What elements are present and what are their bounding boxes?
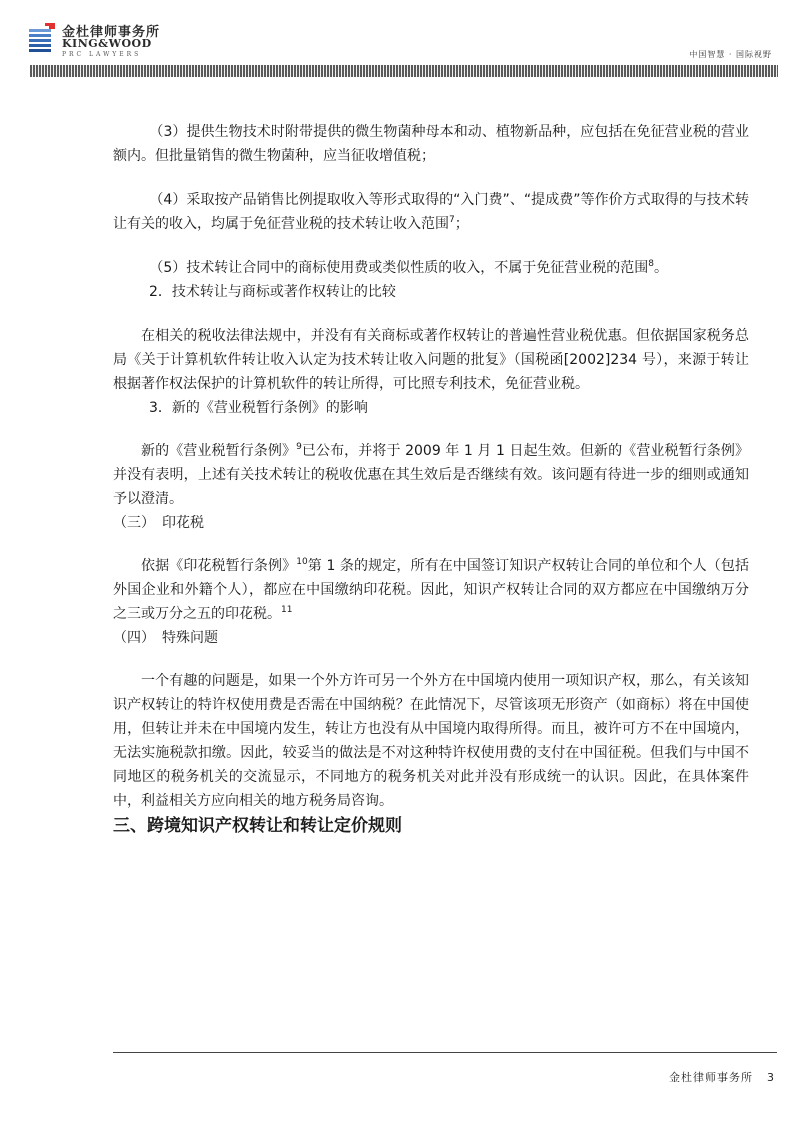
firm-logo (29, 20, 159, 60)
logo-mark-icon (29, 23, 57, 53)
paragraph-punct: ； (454, 216, 469, 232)
footer-divider (113, 1052, 777, 1053)
paragraph-item-3: （3）提供生物技术时附带提供的微生物菌种母本和动、植物新品种，应包括在免征营业税的营业额内。但批量销售的微生物菌种，应当征收增值税； (113, 124, 749, 164)
paragraph-text: 已公布，并将于 2009 年 1 月 1 日起生效。但新的《营业税暂行条例》并没有表明，上述有关技术转让的税收优惠在其生效后是否继续有效。该问题有待进一步的细则或通知予以澄清。 (113, 443, 749, 507)
paragraph-text: 第 1 条的规定，所有在中国签订知识产权转让合同的单位和个人（包括外国企业和外籍个人），都应在中国缴纳印花税。因此，知识产权转让合同的双方都应在中国缴纳万分之三或万分之五的印花税。 (113, 558, 750, 622)
subheading-stamp-tax: （三） 印花税 (113, 515, 204, 531)
paragraph-punct: 。 (654, 260, 669, 276)
paragraph-item-5 (113, 256, 749, 280)
page-number: 3 (767, 1071, 775, 1084)
footnote-ref-8[interactable]: 8 (648, 259, 655, 269)
paragraph-text: 依据《印花税暂行条例》 (141, 558, 297, 574)
paragraph-special-issues: 一个有趣的问题是，如果一个外方许可另一个外方在中国境内使用一项知识产权，那么，有关该知识产权转让的特许权使用费是否需在中国纳税？在此情况下，尽管该项无形资产（如商标）将在中国使用，但转让并未在中国境内发生，转让方也没有从中国境内取得所得。而且，被许可方不在中国境内，无法实施税款扣缴。因此，较妥当的做法是不对这种特许权使用费的支付在中国征税。但我们与中国不同地区的税务机关的交流显示，不同地方的税务机关对此并没有形成统一的认识。因此，在具体案件中，利益相关方应向相关的地方税务局咨询。 (113, 673, 749, 809)
document-body (113, 120, 749, 839)
logo-subtitle: PRC LAWYERS (62, 51, 142, 58)
paragraph-software-transfer: 在相关的税收法律法规中，并没有有关商标或著作权转让的普遍性营业税优惠。但依据国家税务总局《关于计算机软件转让收入认定为技术转让收入问题的批复》（国税函[2002]234 号），来源于转让根据著作权法保护的计算机软件的转让所得，可比照专利技术，免征营业税。 (113, 328, 749, 392)
subheading-3: 3．新的《营业税暂行条例》的影响 (149, 400, 368, 416)
paragraph-text: 新的《营业税暂行条例》 (141, 443, 297, 459)
paragraph-item-4 (113, 188, 749, 236)
subheading-special-issues: （四） 特殊问题 (113, 630, 218, 646)
paragraph-text: （4）采取按产品销售比例提取收入等形式取得的“入门费”、“提成费”等作价方式取得的与技术转让有关的收入，均属于免征营业税的技术转让收入范围 (113, 192, 749, 232)
paragraph-stamp-tax (113, 554, 749, 626)
footnote-ref-11[interactable]: 11 (281, 605, 293, 615)
header-divider-bar (30, 65, 778, 77)
footnote-ref-10[interactable]: 10 (296, 557, 308, 567)
footnote-ref-9[interactable]: 9 (296, 442, 302, 452)
header-slogan: 中国智慧 · 国际视野 (689, 50, 772, 59)
logo-english-name: KING&WOOD (62, 37, 152, 50)
footer-firm-name: 金杜律师事务所 (669, 1071, 753, 1084)
footnote-ref-7[interactable]: 7 (449, 215, 455, 225)
paragraph-new-regulation (113, 439, 749, 511)
subheading-2: 2．技术转让与商标或著作权转让的比较 (149, 284, 396, 300)
logo-chinese-name: 金杜律师事务所 (62, 25, 161, 40)
page-footer (669, 1069, 775, 1085)
paragraph-text: （5）技术转让合同中的商标使用费或类似性质的收入，不属于免征营业税的范围 (149, 260, 649, 276)
section-title-3: 三、跨境知识产权转让和转让定价规则 (113, 816, 402, 836)
